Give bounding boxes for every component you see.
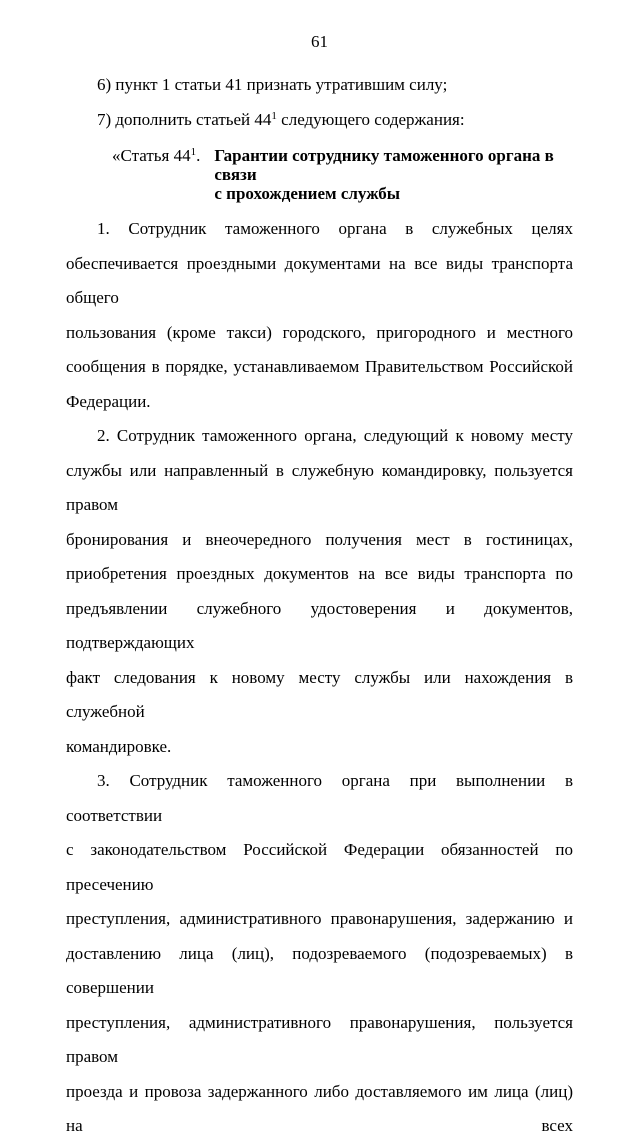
paragraph-line: Федерации.: [66, 391, 151, 411]
article-body: [66, 212, 573, 1144]
paragraph-line: обеспечивается проездными документами на все виды транспорта общего: [66, 253, 573, 307]
article-number-superscript: 1: [271, 110, 277, 122]
article-title: [214, 146, 573, 203]
article-label-superscript: 1: [190, 146, 197, 158]
paragraph-line: приобретения проездных документов на все виды транспорта по: [66, 564, 573, 583]
paragraph-line: с законодательством Российской Федерации обязанностей по пресечению: [66, 840, 573, 894]
article-title-line-2: с прохождением службы: [214, 184, 401, 203]
paragraph-line: предъявлении служебного удостоверения и документов, подтверждающих: [66, 598, 573, 652]
paragraph-line: службы или направленный в служебную командировку, пользуется правом: [66, 460, 573, 514]
page-number: 61: [311, 32, 328, 51]
amendment-item-7-text: 7) дополнить статьей 44: [97, 110, 272, 129]
amendment-item-7-text-after: следующего содержания:: [276, 110, 465, 129]
paragraph-line: 3. Сотрудник таможенного органа при выполнении в соответствии: [66, 771, 573, 825]
paragraph-line: сообщения в порядке, устанавливаемом Правительством Российской: [66, 357, 573, 376]
paragraph-2: [66, 419, 573, 764]
paragraph-line: доставлению лица (лиц), подозреваемого (подозреваемых) в совершении: [66, 943, 573, 997]
paragraph-line: 1. Сотрудник таможенного органа в служебных целях: [97, 219, 573, 238]
paragraph-1: [66, 212, 573, 419]
paragraph-line: командировке.: [66, 736, 172, 756]
amendment-item-6-text: 6) пункт 1 статьи 41 признать утратившим силу;: [97, 75, 448, 94]
paragraph-line: факт следования к новому месту службы или нахождения в служебной: [66, 667, 573, 721]
article-label: [112, 146, 200, 203]
paragraph-line: бронирования и внеочередного получения мест в гостиницах,: [66, 529, 573, 549]
amendment-item-6: [97, 74, 573, 95]
article-label-period: .: [196, 146, 201, 165]
paragraph-line: проезда и провоза задержанного либо доставляемого им лица (лиц) на всех: [66, 1081, 573, 1135]
article-heading: [112, 146, 573, 203]
paragraph-line: пользования (кроме такси) городского, пригородного и местного: [66, 322, 573, 342]
article-title-line-1: Гарантии сотруднику таможенного органа в связи: [214, 146, 554, 184]
article-label-text: «Статья 44: [112, 146, 191, 165]
paragraph-line: преступления, административного правонарушения, пользуется правом: [66, 1012, 573, 1066]
paragraph-3: [66, 764, 573, 1144]
amendment-item-7: [97, 109, 573, 130]
paragraph-line: преступления, административного правонарушения, задержанию и: [66, 909, 573, 928]
paragraph-line: 2. Сотрудник таможенного органа, следующий к новому месту: [97, 426, 573, 445]
